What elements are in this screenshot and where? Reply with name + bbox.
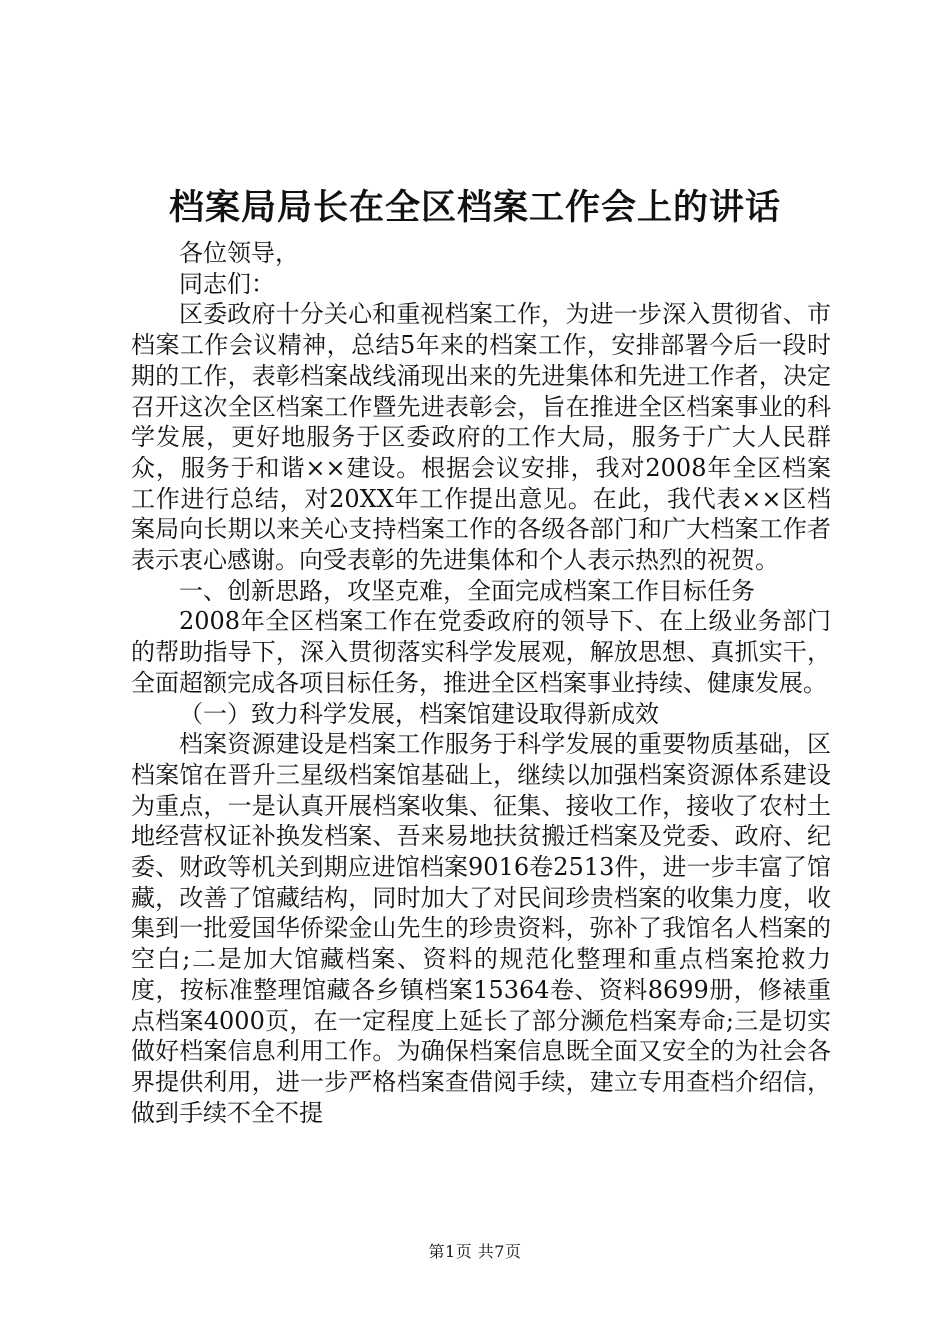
- intro-paragraph: 区委政府十分关心和重视档案工作，为进一步深入贯彻省、市档案工作会议精神，总结5年来的档案工作，安排部署今后一段时期的工作，表彰档案战线涌现出来的先进集体和先进工作者，决定召开这次全区档案工作暨先进表彰会，旨在推进全区档案事业的科学发展，更好地服务于区委政府的工作大局，服务于广大人民群众，服务于和谐××建设。根据会议安排，我对2008年全区档案工作进行总结，对20XX年工作提出意见。在此，我代表××区档案局向长期以来关心支持档案工作的各级各部门和广大档案工作者表示衷心感谢。向受表彰的先进集体和个人表示热烈的祝贺。: [131, 300, 831, 575]
- salutation-leaders: 各位领导，: [179, 239, 299, 267]
- section-1-paragraph: 2008年全区档案工作在党委政府的领导下、在上级业务部门的帮助指导下，深入贯彻落实科学发展观，解放思想、真抓实干，全面超额完成各项目标任务，推进全区档案事业持续、健康发展。: [131, 607, 831, 697]
- salutation-comrades: 同志们：: [179, 269, 275, 298]
- page-number-footer: 第1页 共7页: [428, 1242, 522, 1261]
- subsection-1-paragraph: 档案资源建设是档案工作服务于科学发展的重要物质基础，区档案馆在晋升三星级档案馆基础上，继续以加强档案资源体系建设为重点，一是认真开展档案收集、征集、接收工作，接收了农村土地经营权证补换发档案、吾来易地扶贫搬迁档案及党委、政府、纪委、财政等机关到期应进馆档案9016卷2513件，进一步丰富了馆藏，改善了馆藏结构，同时加大了对民间珍贵档案的收集力度，收集到一批爱国华侨梁金山先生的珍贵资料，弥补了我馆名人档案的空白;二是加大馆藏档案、资料的规范化整理和重点档案抢救力度，按标准整理馆藏各乡镇档案15364卷、资料8699册，修裱重点档案4000页，在一定程度上延长了部分濒危档案寿命;三是切实做好档案信息利用工作。为确保档案信息既全面又安全的为社会各界提供利用，进一步严格档案查借阅手续，建立专用查档介绍信，做到手续不全不提: [131, 730, 831, 1127]
- document-body: [131, 238, 831, 1128]
- section-heading-1: 一、创新思路，攻坚克难，全面完成档案工作目标任务: [179, 576, 755, 605]
- subsection-heading-1: （一）致力科学发展，档案馆建设取得新成效: [179, 699, 659, 728]
- document-title: 档案局局长在全区档案工作会上的讲话: [168, 187, 781, 228]
